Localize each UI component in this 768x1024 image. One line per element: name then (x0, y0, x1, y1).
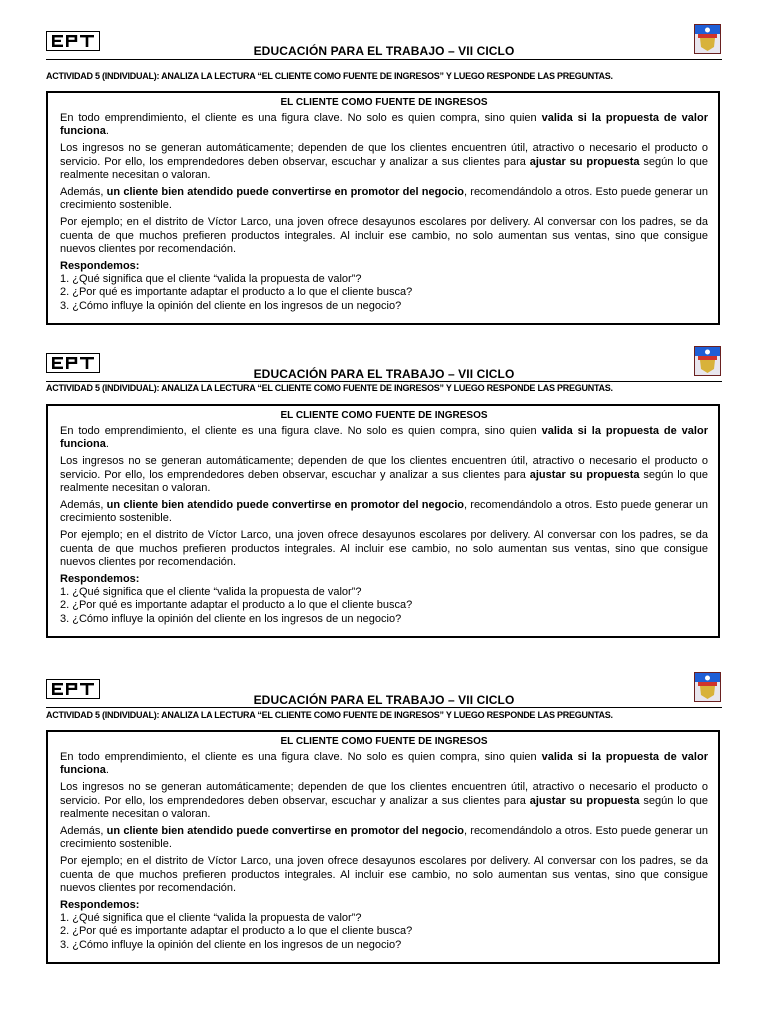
paragraph-4: Por ejemplo; en el distrito de Víctor Larco, una joven ofrece desayunos escolares por delivery. Al conversar con los padres, se da cuenta de que muchos prefieren productos integrales. Al incluir ese cambio, no solo aumentan sus ventas, sino que consigue nuevos clientes por recomendación. (60, 216, 708, 255)
reading-title: EL CLIENTE COMO FUENTE DE INGRESOS (280, 736, 488, 747)
reading-box (46, 730, 720, 964)
respondemos-label: Respondemos: (60, 899, 140, 912)
worksheet-section-1 (0, 0, 768, 314)
question-2: 2. ¿Por qué es importante adaptar el producto a lo que el cliente busca? (60, 925, 413, 938)
activity-instruction: ACTIVIDAD 5 (INDIVIDUAL): ANALIZA LA LECTURA “EL CLIENTE COMO FUENTE DE INGRESOS” Y LUEGO RESPONDE LAS PREGUNTAS. (46, 71, 613, 81)
paragraph-1: En todo emprendimiento, el cliente es una figura clave. No solo es quien compra, sino quien valida si la propuesta de valor funciona. (60, 425, 708, 451)
paragraph-2: Los ingresos no se generan automáticamente; dependen de que los clientes encuentren útil, atractivo o necesario el producto o servicio. Por ello, los emprendedores deben observar, escuchar y analizar a sus clientes para ajustar su propuesta según lo que realmente necesitan o valoran. (60, 455, 708, 494)
question-3: 3. ¿Cómo influye la opinión del cliente en los ingresos de un negocio? (60, 299, 402, 312)
activity-instruction: ACTIVIDAD 5 (INDIVIDUAL): ANALIZA LA LECTURA “EL CLIENTE COMO FUENTE DE INGRESOS” Y LUEGO RESPONDE LAS PREGUNTAS. (46, 383, 613, 393)
page-title: EDUCACIÓN PARA EL TRABAJO – VII CICLO (253, 693, 515, 707)
paragraph-2: Los ingresos no se generan automáticamente; dependen de que los clientes encuentren útil, atractivo o necesario el producto o servicio. Por ello, los emprendedores deben observar, escuchar y analizar a sus clientes para ajustar su propuesta según lo que realmente necesitan o valoran. (60, 781, 708, 820)
activity-instruction: ACTIVIDAD 5 (INDIVIDUAL): ANALIZA LA LECTURA “EL CLIENTE COMO FUENTE DE INGRESOS” Y LUEGO RESPONDE LAS PREGUNTAS. (46, 710, 613, 720)
header-divider (46, 707, 722, 708)
reading-title: EL CLIENTE COMO FUENTE DE INGRESOS (280, 410, 488, 421)
paragraph-4: Por ejemplo; en el distrito de Víctor Larco, una joven ofrece desayunos escolares por delivery. Al conversar con los padres, se da cuenta de que muchos prefieren productos integrales. Al incluir ese cambio, no solo aumentan sus ventas, sino que consigue nuevos clientes por recomendación. (60, 855, 708, 894)
question-1: 1. ¿Qué significa que el cliente “valida la propuesta de valor”? (60, 586, 362, 599)
respondemos-label: Respondemos: (60, 260, 140, 273)
question-1: 1. ¿Qué significa que el cliente “valida la propuesta de valor”? (60, 273, 362, 286)
paragraph-1: En todo emprendimiento, el cliente es una figura clave. No solo es quien compra, sino quien valida si la propuesta de valor funciona. (60, 751, 708, 777)
question-1: 1. ¿Qué significa que el cliente “valida la propuesta de valor”? (60, 912, 362, 925)
page-title: EDUCACIÓN PARA EL TRABAJO – VII CICLO (253, 44, 515, 58)
paragraph-2: Los ingresos no se generan automáticamente; dependen de que los clientes encuentren útil, atractivo o necesario el producto o servicio. Por ello, los emprendedores deben observar, escuchar y analizar a sus clientes para ajustar su propuesta según lo que realmente necesitan o valoran. (60, 142, 708, 181)
reading-box (46, 404, 720, 638)
question-3: 3. ¿Cómo influye la opinión del cliente en los ingresos de un negocio? (60, 938, 402, 951)
paragraph-3: Además, un cliente bien atendido puede convertirse en promotor del negocio, recomendándolo a otros. Esto puede generar un crecimiento sostenible. (60, 825, 709, 851)
paragraph-4: Por ejemplo; en el distrito de Víctor Larco, una joven ofrece desayunos escolares por delivery. Al conversar con los padres, se da cuenta de que muchos prefieren productos integrales. Al incluir ese cambio, no solo aumentan sus ventas, sino que consigue nuevos clientes por recomendación. (60, 529, 708, 568)
page-title: EDUCACIÓN PARA EL TRABAJO – VII CICLO (253, 367, 515, 381)
respondemos-label: Respondemos: (60, 573, 140, 586)
paragraph-3: Además, un cliente bien atendido puede convertirse en promotor del negocio, recomendándolo a otros. Esto puede generar un crecimiento sostenible. (60, 186, 709, 212)
question-2: 2. ¿Por qué es importante adaptar el producto a lo que el cliente busca? (60, 286, 413, 299)
question-3: 3. ¿Cómo influye la opinión del cliente en los ingresos de un negocio? (60, 612, 402, 625)
worksheet-section-3 (0, 639, 768, 953)
reading-box (46, 91, 720, 325)
header-divider (46, 381, 722, 382)
reading-title: EL CLIENTE COMO FUENTE DE INGRESOS (280, 97, 488, 108)
paragraph-3: Además, un cliente bien atendido puede convertirse en promotor del negocio, recomendándolo a otros. Esto puede generar un crecimiento sostenible. (60, 499, 709, 525)
question-2: 2. ¿Por qué es importante adaptar el producto a lo que el cliente busca? (60, 599, 413, 612)
paragraph-1: En todo emprendimiento, el cliente es una figura clave. No solo es quien compra, sino quien valida si la propuesta de valor funciona. (60, 112, 708, 138)
header-divider (46, 59, 722, 60)
worksheet-section-2 (0, 313, 768, 627)
